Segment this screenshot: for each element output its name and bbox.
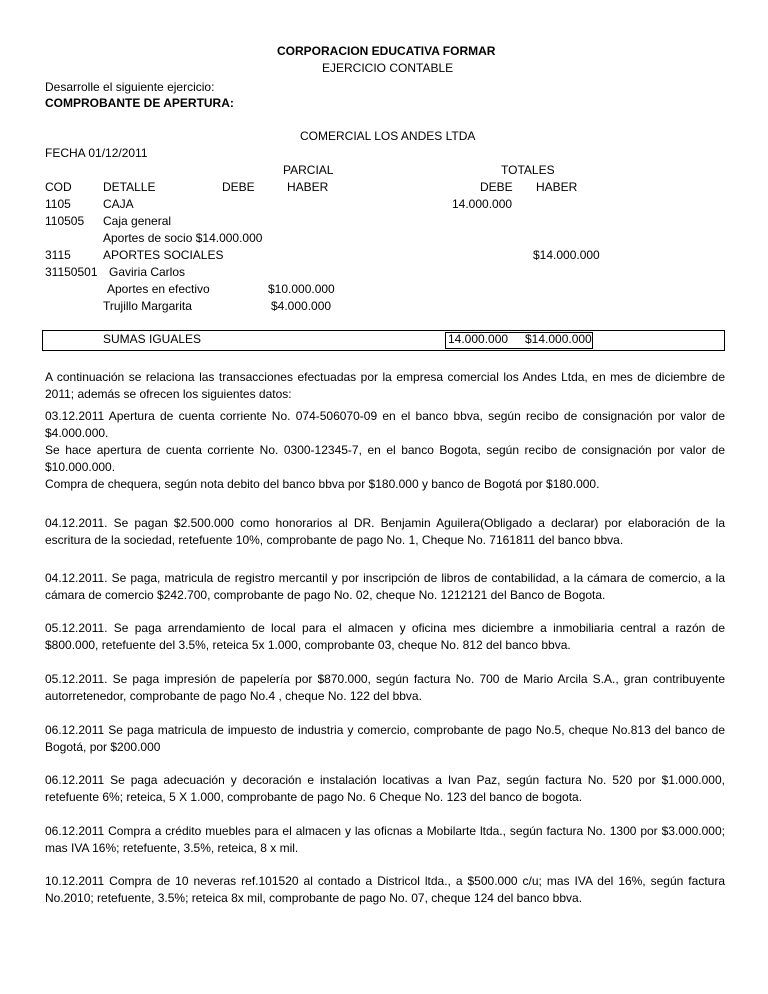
row-detalle: Trujillo Margarita [103, 299, 192, 313]
transaction-10-12 [45, 873, 725, 907]
row-detalle: Caja general [103, 214, 172, 228]
col-total-haber-header: HABER [536, 180, 578, 194]
parcial-header: PARCIAL [283, 163, 334, 177]
row-detalle: Aportes de socio $14.000.000 [103, 231, 263, 245]
paragraph-text: 05.12.2011. Se paga impresión de papelería por $870.000, según factura No. 700 de Mario Arcila S.A., gran contribuyente autorretenedor, comprobante de pago No.4 , cheque No. 122 del bbva. [45, 672, 725, 703]
company-name: COMERCIAL LOS ANDES LTDA [300, 129, 476, 143]
transaction-04-12-b [45, 570, 725, 604]
document-title: CORPORACION EDUCATIVA FORMAR [277, 44, 496, 58]
row-haber: $10.000.000 [268, 282, 335, 296]
row-cod: 31150501 [45, 265, 98, 279]
col-cod-header: COD [45, 180, 72, 194]
transaction-05-12-b [45, 671, 725, 705]
transaction-05-12-a [45, 620, 725, 654]
col-haber-header: HABER [287, 180, 329, 194]
paragraph-text: A continuación se relaciona las transacciones efectuadas por la empresa comercial los Andes Ltda, en mes de diciembre de 2011; además se ofrecen los siguientes datos: [45, 370, 725, 401]
row-cod: 1105 [45, 197, 71, 211]
paragraph-text: Se hace apertura de cuenta corriente No. 0300-12345-7, en el banco Bogota, según recibo de consignación por valor de $10.000.000. [45, 443, 725, 474]
row-detalle: Aportes en efectivo [107, 282, 210, 296]
paragraph-text: 06.12.2011 Compra a crédito muebles para el almacen y las oficnas a Mobilarte ltda., según factura No. 1300 por $3.000.000; mas IVA 16%; retefuente, 3.5%, reteica, 8 x mil. [45, 824, 725, 855]
intro-paragraph [45, 369, 725, 403]
col-total-debe-header: DEBE [480, 180, 513, 194]
sumas-debe: 14.000.000 [448, 332, 509, 346]
transaction-06-12-c [45, 823, 725, 857]
paragraph-text: 03.12.2011 Apertura de cuenta corriente No. 074-506070-09 en el banco bbva, según recibo de consignación por valor de $4.000.000. [45, 409, 725, 440]
totales-header: TOTALES [501, 163, 555, 177]
col-detalle-header: DETALLE [103, 180, 156, 194]
row-haber: $4.000.000 [271, 299, 332, 313]
paragraph-text: 04.12.2011. Se paga, matricula de registro mercantil y por inscripción de libros de contabilidad, a la cámara de comercio, a la cámara de comercio $242.700, comprobante de pago No. 02, cheque No. 1212121 del Banco de Bogota. [45, 571, 725, 602]
document-subtitle: EJERCICIO CONTABLE [322, 61, 454, 75]
paragraph-text: 05.12.2011. Se paga arrendamiento de local para el almacen y oficina mes diciembre a inmobiliaria central a razón de $800.000, retefuente del 3.5%, reteica 5x 1.000, comprobante 03, cheque No. 812 del banco bbva. [45, 621, 725, 652]
col-debe-header: DEBE [222, 180, 255, 194]
paragraph-text: 06.12.2011 Se paga adecuación y decoración e instalación locativas a Ivan Paz, según factura No. 520 por $1.000.000, retefuente 6%; reteica, 5 X 1.000, comprobante de pago No. 6 Cheque No. 123 del banco de bogota. [45, 773, 725, 804]
transaction-03-12 [45, 408, 725, 493]
transaction-04-12-a [45, 515, 725, 549]
row-cod: 110505 [45, 214, 85, 228]
row-detalle: APORTES SOCIALES [103, 248, 224, 262]
sumas-iguales-label: SUMAS IGUALES [103, 332, 202, 346]
row-cod: 3115 [45, 248, 71, 262]
row-detalle: CAJA [103, 197, 134, 211]
transaction-06-12-b [45, 772, 725, 806]
section-heading: COMPROBANTE DE APERTURA: [45, 96, 234, 110]
instruction-text: Desarrolle el siguiente ejercicio: [45, 80, 215, 94]
sumas-haber: $14.000.000 [525, 332, 592, 346]
row-total-haber: $14.000.000 [533, 248, 600, 262]
date-label: FECHA 01/12/2011 [45, 146, 148, 160]
transaction-06-12-a [45, 722, 725, 756]
row-total-debe: 14.000.000 [452, 197, 513, 211]
paragraph-text: 10.12.2011 Compra de 10 neveras ref.101520 al contado a Districol ltda., a $500.000 c/u; mas IVA del 16%, según factura No.2010; retefuente, 3.5%; reteica 8x mil, comprobante de pago No. 07, cheque 124 del banco bbva. [45, 874, 725, 905]
row-detalle: Gaviria Carlos [109, 265, 186, 279]
paragraph-text: Compra de chequera, según nota debito del banco bbva por $180.000 y banco de Bogotá por $180.000. [45, 477, 600, 491]
paragraph-text: 04.12.2011. Se pagan $2.500.000 como honorarios al DR. Benjamin Aguilera(Obligado a declarar) por elaboración de la escritura de la sociedad, retefuente 10%, comprobante de pago No. 1, Cheque No. 7161811 del banco bbva. [45, 516, 725, 547]
paragraph-text: 06.12.2011 Se paga matricula de impuesto de industria y comercio, comprobante de pago No.5, cheque No.813 del banco de Bogotá, por $200.000 [45, 723, 725, 754]
